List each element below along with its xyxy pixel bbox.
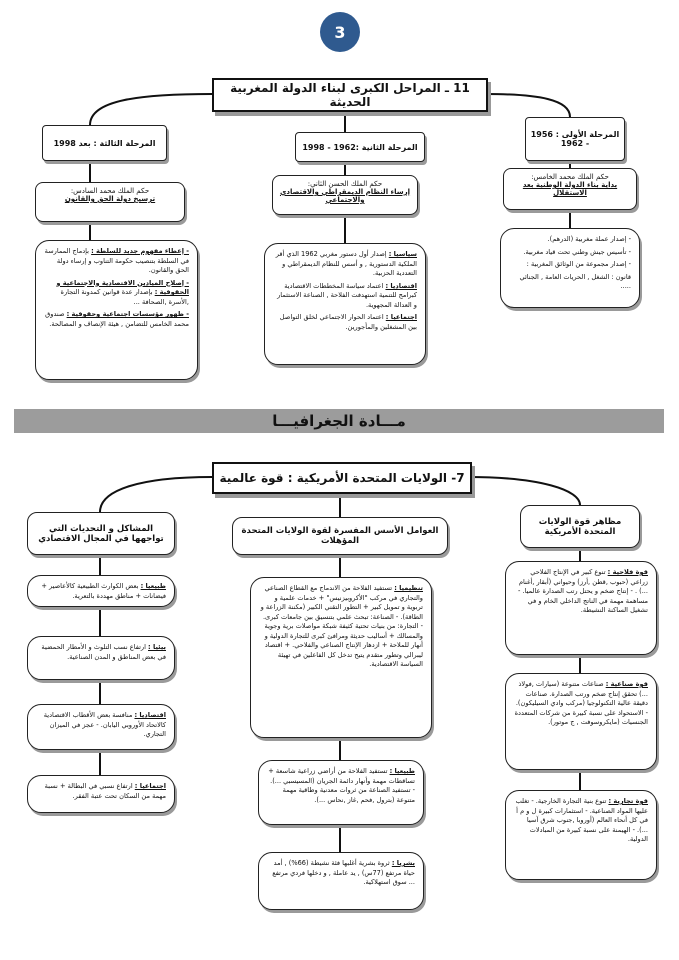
phase-3-content (35, 240, 198, 380)
col-problems-title: المشاكل و التحديات التي تواجهها في المجال الاقتصادي (27, 512, 175, 555)
power-industry-box: قوة صناعية : صناعات متنوعة (سيارات ,فولاذ ...) تحقق إنتاج ضخم ورتب الصدارة. صناعات دقيقة عالية التكنولوجيا (مركب وادي السيليكون). - الاستحواذ على نسبة كبيرة من شركات المتعددة الجنسيات (مايكروسوفت , ج موتور). (505, 673, 657, 770)
factors-natural-box: طبيعيا : تستفيد الفلاحة من أراضي زراعية شاسعة + تساقطات مهمة وأنهار دائمة الجريان (المسيسبي ...). - تستفيد الصناعة من ثروات معدنية وطاقية مهمة متنوعة (بترول ,فحم ,غاز ,نحاس ...). (258, 760, 424, 825)
geography-banner: مـــادة الجغرافيـــا (14, 409, 664, 433)
col-power-title: مظاهر قوة الولايات المتحدة الأمريكية (520, 505, 640, 548)
phase-1-line: - إصدار عملة مغربية (الدرهم). (547, 235, 631, 243)
phase-2-item: سياسيا : إصدار أول دستور مغربي 1962 الذي أقر الملكية الدستورية , و أسس للنظام الديمقراطي و التعددية الحزبية. (275, 250, 417, 278)
phase-1-line: قانون : الشغل , الحريات العامة , الجنائي ..... (519, 272, 631, 291)
phase-3-item: - إعطاء مفهوم جديد للسلطة : بإدماج الممارسة في السلطة بتنصيب حكومة التناوب و إرساء دولة الحق والقانون. (44, 247, 189, 275)
phase-2-content (264, 243, 426, 365)
phase-2-item: اقتصاديا : اعتماد سياسة المخططات الاقتصادية كبرامج للتنمية استهدفت الفلاحة , الصناعة الاستثمار و العدالة المجهوية. (277, 281, 417, 309)
phase-2-ruler (272, 175, 418, 215)
phase-2-ruler-line1: حكم الملك الحسن الثاني: (307, 180, 383, 188)
power-trade-box: قوة تجارية : تنوع بنية التجارة الخارجية. - تغلب عليها المواد الصناعية. - استثمارات كبيرة ل و م أ في كل أنحاء العالم (أوروبا ,جنوب شرق آسيا ...). - الهيمنة على نسبة كبيرة من المبادلات الدولية. (505, 790, 657, 880)
phase-1-ruler (503, 168, 637, 210)
phase-3-ruler-line1: حكم الملك محمد السادس: (70, 187, 150, 195)
factors-organization-box: تنظيميا : تستفيد الفلاحة من الاندماج مع القطاع الصناعي والتجاري في مركب "الأكروبيزنيس" + خدمات علمية و تربوية و تمويل كبير + التطور التقني الكبير (مكننة الزراعة و الطاقة). - الصناعة: تبحث علمي بتنسيق بين جامعات كبرى. - التجارة: من بنيات تحتية كثيفة شبكة مواصلات برية وجوية والمسالك + أساليب حديثة ومرافئ كبرى للتجارة الدولية و أنهار للملاحة + ازدهار الإنتاج الصناعي والفلاحي. + اقتصاد ليبرالي وتطور متقدم يتيح تدخل كل الفاعلين في تهيئة السياسة الاقتصادية. (250, 577, 432, 738)
connector-col1 (468, 477, 580, 505)
power-agri-box: قوة فلاحية : تنوع كبير في الإنتاج الفلاحي زراعي (حبوب ,قطن ,أرز) وحيواني (أبقار ,أغنام ...) . - إنتاج ضخم و يحتل رتب الصدارة عالميا. - مساهمة مهمة في الناتج الداخلي الخام و في تشغيل الساكنة النشيطة. (505, 561, 657, 655)
phase-3-heading: المرحلة الثالثة : بعد 1998 (42, 125, 167, 161)
phase-2-heading: المرحلة الثانية :1962 - 1998 (295, 132, 425, 162)
problems-environment-box: بيئيا : ارتفاع نسب التلوث و الأمطار الحمضية في بعض المناطق و المدن الصناعية. (27, 636, 175, 680)
problems-natural-box: طبيعيا : بعض الكوارث الطبيعية كالأعاصير + فيضانات + مناطق مهددة بالتعرية. (27, 575, 175, 607)
phase-1-content (500, 228, 640, 308)
geography-main-title: 7- الولايات المتحدة الأمريكية : قوة عالمية (212, 462, 472, 494)
phase-3-item: - ظهور مؤسسات اجتماعية وحقوقية : صندوق محمد الخامس للتضامن , هيئة الإنصاف و المصالحة. (45, 310, 189, 328)
problems-social-box: اجتماعيا : ارتفاع نسبي في البطالة + نسبة مهمة من السكان تحت عتبة الفقر. (27, 775, 175, 813)
phase-3-ruler (35, 182, 185, 222)
col-factors-title: العوامل الأسس المفسرة لقوة الولايات المتحدة المؤهلات (232, 517, 448, 555)
phase-1-line: - تأسيس جيش وطني تحت قياد مغربية. (523, 247, 631, 256)
phase-3-item: - إصلاح الميادين الاقتصادية والاجتماعية و الحقوقية : بإصدار عدة قوانين كمدونة التجارة ,الأسرة ,الصحافة ... (56, 278, 189, 306)
factors-human-box: بشريا : ثروة بشرية أغلبها فئة نشيطة (66%) , أمد حياة مرتفع (77س) , يد عاملة , و دخلها فردي مرتفع ... سوق استهلاكية. (258, 852, 424, 910)
phase-1-ruler-line1: حكم الملك محمد الخامس: (531, 173, 609, 181)
problems-economic-box: اقتصاديا : منافسة بعض الأقطاب الاقتصادية كالاتحاد الأوروبي اليابان. - عجز في الميزان التجاري. (27, 704, 175, 750)
connector-phase3 (90, 94, 212, 125)
page-number-badge: 3 (320, 12, 360, 52)
connector-col3 (100, 477, 212, 512)
phase-1-line: - إصدار مجموعة من الوثائق المغربية : (526, 260, 631, 269)
phase-2-ruler-line2: إرساء النظام الديمقراطي والاقتصادي والاجتماعي (279, 188, 411, 204)
history-main-title: 11 ـ المراحل الكبرى لبناء الدولة المغربية الحديثة (212, 78, 488, 112)
phase-1-ruler-line2: بداية بناء الدولة الوطنية بعد الاستقلال (522, 181, 618, 197)
phase-1-heading: المرحلة الأولى : 1956 - 1962 (525, 117, 625, 161)
connector-phase1 (485, 94, 570, 117)
phase-3-ruler-line2: ترسيخ دولة الحق والقانون (64, 195, 156, 203)
phase-2-item: اجتماعيا : اعتماد الحوار الاجتماعي لخلق التواصل بين المشغلين والمأجورين. (279, 313, 417, 331)
